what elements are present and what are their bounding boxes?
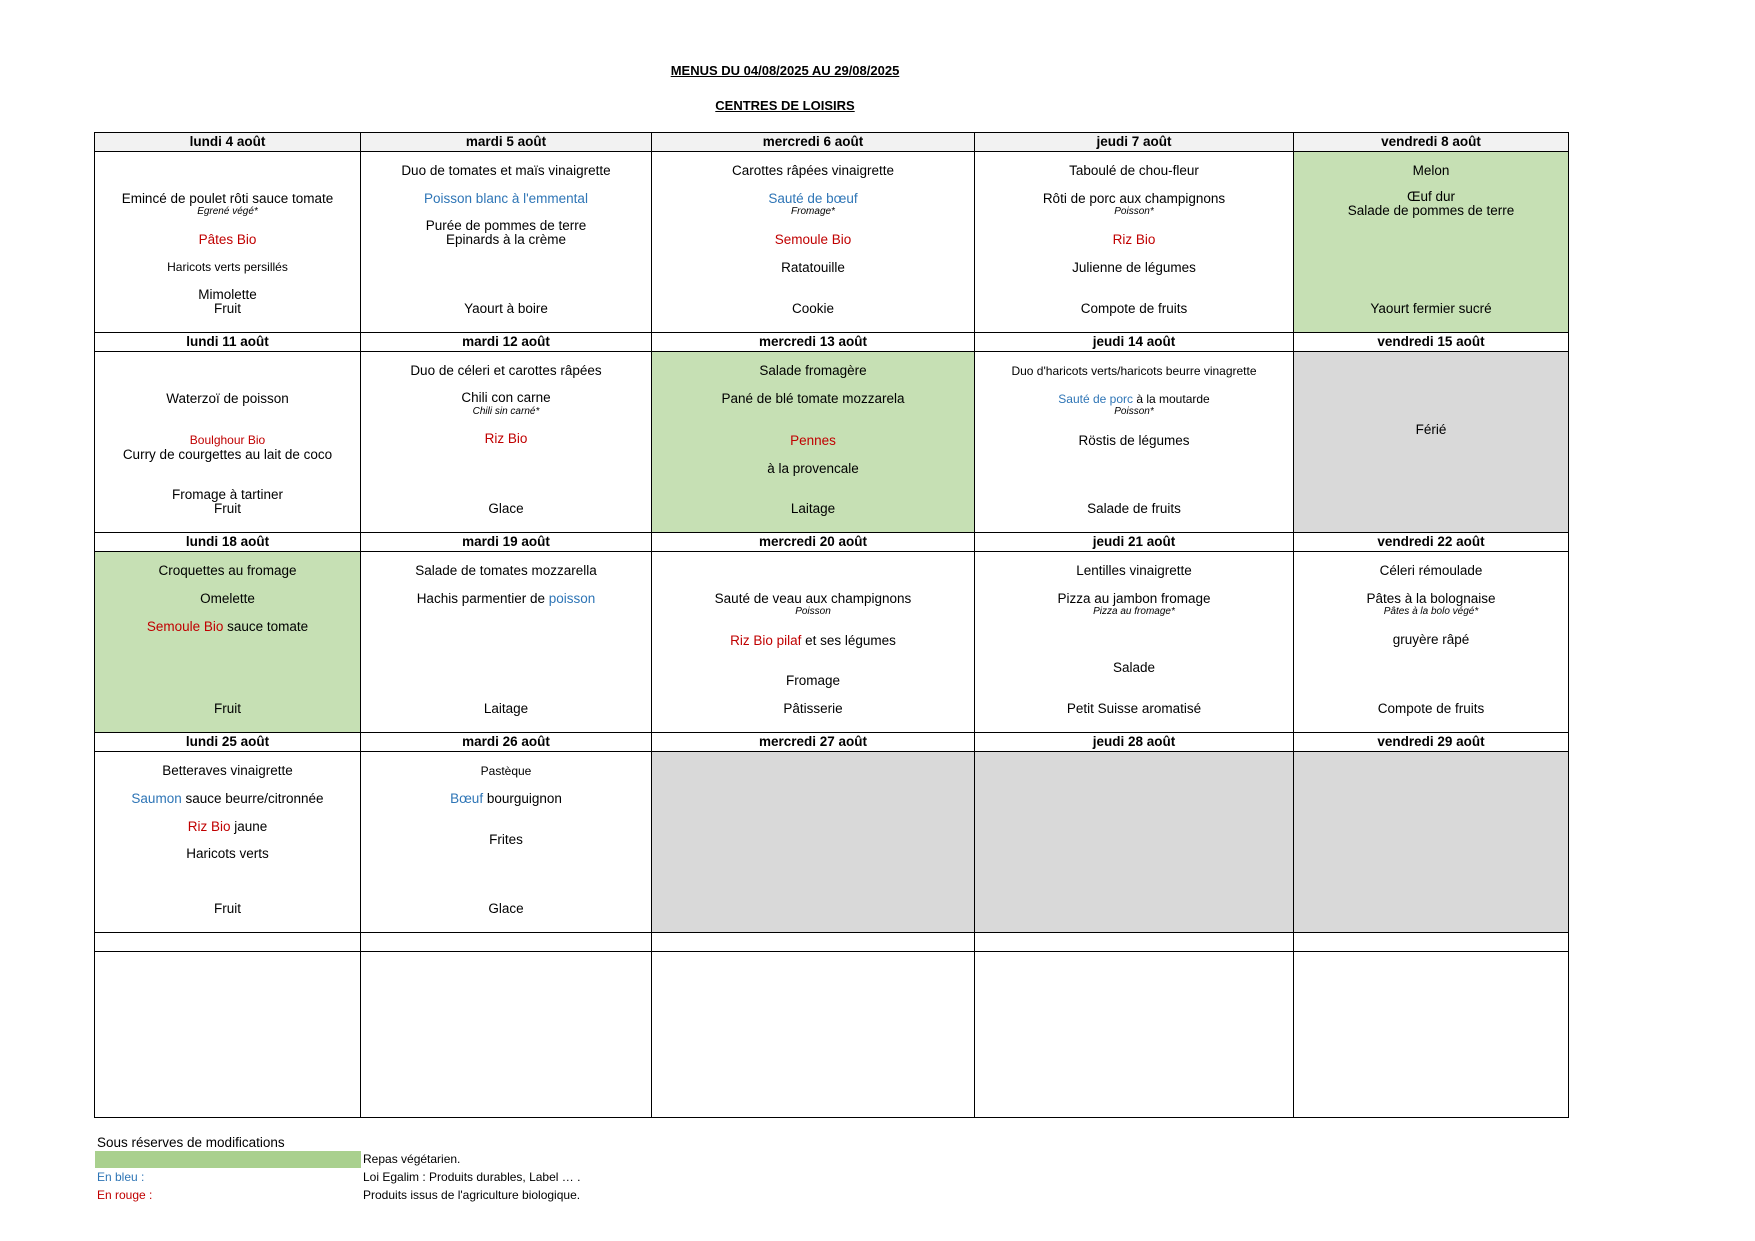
menu-item: Boulghour Bio — [189, 433, 266, 447]
menu-item: Chili con carne — [461, 390, 551, 405]
menu-item: Pâtes Bio — [198, 232, 257, 247]
empty-cell — [95, 952, 361, 1118]
menu-item: Compote de fruits — [1080, 301, 1188, 316]
page-subtitle: CENTRES DE LOISIRS — [715, 98, 855, 113]
day-header: mercredi 6 août — [652, 133, 975, 152]
legend-red-text: Produits issus de l'agriculture biologique. — [363, 1188, 581, 1202]
day-header: mardi 5 août — [361, 133, 652, 152]
menu-item-rest: à la moutarde — [1136, 392, 1210, 406]
menu-cell — [95, 752, 361, 933]
menu-item: Curry de courgettes au lait de coco — [122, 447, 333, 462]
menu-item — [361, 791, 651, 807]
menu-item: Mimolette — [198, 287, 257, 302]
empty-cell — [652, 933, 975, 952]
menu-cell-empty — [975, 752, 1294, 933]
empty-cell — [1294, 933, 1569, 952]
menu-item: Laitage — [483, 701, 529, 716]
day-header: mercredi 20 août — [652, 533, 975, 552]
menu-item: Pâtes à la bolognaise — [1366, 591, 1496, 606]
legend-blue-text: Loi Egalim : Produits durables, Label … . — [363, 1170, 581, 1184]
menu-item: Duo d'haricots verts/haricots beurre vinagrette — [1011, 364, 1257, 378]
menu-item — [361, 591, 651, 607]
empty-cell — [652, 952, 975, 1118]
day-header: mercredi 13 août — [652, 333, 975, 352]
menu-item-egalim: poisson — [548, 591, 596, 606]
day-header: lundi 11 août — [95, 333, 361, 352]
day-header: jeudi 28 août — [975, 733, 1294, 752]
menu-cell — [1294, 552, 1569, 733]
menu-cell-vegetarian — [1294, 152, 1569, 333]
menu-item: Julienne de légumes — [1072, 260, 1196, 275]
menu-cell-vegetarian — [652, 352, 975, 533]
day-header: mardi 26 août — [361, 733, 652, 752]
menu-cell — [975, 552, 1294, 733]
menu-cell-empty — [1294, 752, 1569, 933]
menu-item-rest: jaune — [234, 819, 268, 834]
menu-item: Cookie — [791, 301, 835, 316]
menu-item-rest: sauce beurre/citronnée — [185, 791, 324, 806]
menu-item: Salade de fruits — [1087, 501, 1181, 516]
menu-item: Petit Suisse aromatisé — [1066, 701, 1202, 716]
legend-blue-label: En bleu : — [97, 1170, 145, 1184]
menu-item-alt: Fromage* — [791, 206, 835, 217]
menu-item: Yaourt à boire — [464, 301, 548, 316]
menu-cell — [95, 152, 361, 333]
vegetarian-swatch — [95, 1151, 361, 1168]
menu-cell — [975, 152, 1294, 333]
menu-item-egalim: Sauté de porc — [1058, 392, 1133, 406]
menu-item: Croquettes au fromage — [158, 563, 297, 578]
day-header: vendredi 15 août — [1294, 333, 1569, 352]
menu-item-rest: bourguignon — [486, 791, 562, 806]
menu-cell-vegetarian — [95, 552, 361, 733]
holiday-label: Férié — [1415, 422, 1447, 437]
menu-item-alt: Poisson — [795, 606, 831, 617]
menu-cell — [361, 152, 652, 333]
menu-item: Lentilles vinaigrette — [1076, 563, 1192, 578]
menu-cell — [652, 552, 975, 733]
menu-cell — [361, 352, 652, 533]
menu-cell — [361, 552, 652, 733]
menu-item: Frites — [489, 832, 523, 847]
menu-item: Duo de céleri et carottes râpées — [410, 363, 602, 378]
menu-item: Salade de pommes de terre — [1347, 203, 1515, 218]
menu-item: Carottes râpées vinaigrette — [731, 163, 895, 178]
menu-item: Betteraves vinaigrette — [162, 763, 293, 778]
menu-item: Röstis de légumes — [1078, 433, 1190, 448]
empty-cell — [1294, 952, 1569, 1118]
day-header: mercredi 27 août — [652, 733, 975, 752]
menu-item: Sauté de veau aux champignons — [714, 591, 912, 606]
menu-item: Pâtisserie — [783, 701, 843, 716]
menu-item: Omelette — [200, 591, 255, 606]
menu-item — [975, 391, 1293, 407]
menu-item-alt: Pizza au fromage* — [1093, 606, 1175, 617]
menu-item: Salade — [1112, 660, 1156, 675]
menu-item-rest: sauce tomate — [227, 619, 309, 634]
menu-item — [652, 633, 974, 649]
menu-item: Glace — [488, 501, 524, 516]
menu-cell-holiday — [1294, 352, 1569, 533]
menu-item: Purée de pommes de terre — [425, 218, 587, 233]
empty-cell — [361, 952, 652, 1118]
menu-item: Salade de tomates mozzarella — [415, 563, 597, 578]
day-header: vendredi 22 août — [1294, 533, 1569, 552]
menu-item: Yaourt fermier sucré — [1370, 301, 1492, 316]
menu-item-alt: Poisson* — [1114, 406, 1154, 417]
menu-item-egalim: Saumon — [131, 791, 182, 806]
menu-item: Pané de blé tomate mozzarela — [721, 391, 905, 406]
menu-item-rest: Hachis parmentier de — [416, 591, 545, 606]
day-header: lundi 18 août — [95, 533, 361, 552]
menu-item-alt: Poisson* — [1114, 206, 1154, 217]
menu-item: Œuf dur — [1406, 189, 1456, 204]
menu-item: Waterzoï de poisson — [166, 391, 289, 406]
menu-item: Compote de fruits — [1377, 701, 1485, 716]
menu-item: Emincé de poulet rôti sauce tomate — [121, 191, 334, 206]
menu-item: Haricots verts persillés — [167, 260, 288, 274]
menu-table — [94, 132, 1569, 1118]
menu-item: Céleri rémoulade — [1379, 563, 1483, 578]
menu-item: Poisson blanc à l'emmental — [424, 191, 588, 206]
menu-cell — [95, 352, 361, 533]
menu-item: Fromage à tartiner — [171, 487, 284, 502]
day-header: jeudi 21 août — [975, 533, 1294, 552]
menu-item — [95, 619, 360, 635]
menu-item-bio: Riz Bio — [187, 819, 231, 834]
page-title: MENUS DU 04/08/2025 AU 29/08/2025 — [670, 63, 900, 78]
menu-item: Fruit — [214, 701, 241, 716]
menu-item: Melon — [1412, 163, 1450, 178]
menu-item: Duo de tomates et maïs vinaigrette — [401, 163, 611, 178]
empty-cell — [361, 933, 652, 952]
menu-item: Glace — [488, 901, 524, 916]
menu-item: Haricots verts — [186, 846, 269, 861]
legend-note: Sous réserves de modifications — [97, 1135, 285, 1150]
menu-item-egalim: Bœuf — [450, 791, 484, 806]
legend-vegetarian: Repas végétarien. — [363, 1152, 461, 1166]
day-header: vendredi 8 août — [1294, 133, 1569, 152]
menu-cell-empty — [652, 752, 975, 933]
menu-item: Fruit — [214, 501, 241, 516]
menu-item: Riz Bio — [1112, 232, 1156, 247]
day-header: lundi 25 août — [95, 733, 361, 752]
day-header: lundi 4 août — [95, 133, 361, 152]
empty-cell — [975, 933, 1294, 952]
menu-item — [95, 791, 360, 807]
menu-cell — [361, 752, 652, 933]
menu-item: Semoule Bio — [774, 232, 852, 247]
menu-item-alt: Pâtes à la bolo végé* — [1383, 606, 1479, 617]
day-header: vendredi 29 août — [1294, 733, 1569, 752]
menu-item: à la provencale — [767, 461, 859, 476]
menu-item: Salade fromagère — [759, 363, 867, 378]
day-header: jeudi 7 août — [975, 133, 1294, 152]
menu-item-bio: Riz Bio pilaf — [730, 633, 802, 648]
menu-item-rest: et ses légumes — [805, 633, 896, 648]
menu-item: Rôti de porc aux champignons — [1042, 191, 1226, 206]
menu-cell — [652, 152, 975, 333]
menu-item-alt: Chili sin carné* — [472, 406, 540, 417]
menu-item: Pizza au jambon fromage — [1057, 591, 1211, 606]
menu-item: Fromage — [785, 673, 841, 688]
menu-item-alt: Egrené végé* — [197, 206, 258, 217]
menu-item: Fruit — [214, 301, 241, 316]
day-header: mardi 12 août — [361, 333, 652, 352]
legend-red-label: En rouge : — [97, 1188, 153, 1202]
day-header: jeudi 14 août — [975, 333, 1294, 352]
menu-item: Ratatouille — [781, 260, 845, 275]
menu-item: Epinards à la crème — [445, 232, 567, 247]
menu-item: Fruit — [214, 901, 241, 916]
menu-item-bio: Semoule Bio — [146, 619, 224, 634]
menu-item: Laitage — [790, 501, 836, 516]
empty-cell — [975, 952, 1294, 1118]
menu-cell — [975, 352, 1294, 533]
menu-item: Pennes — [790, 433, 836, 448]
menu-item: Pastèque — [480, 764, 532, 778]
day-header: mardi 19 août — [361, 533, 652, 552]
menu-item — [95, 819, 360, 835]
menu-item: gruyère râpé — [1392, 632, 1470, 647]
menu-item: Riz Bio — [484, 431, 528, 446]
empty-cell — [95, 933, 361, 952]
menu-item: Taboulé de chou-fleur — [1069, 163, 1199, 178]
menu-item: Sauté de bœuf — [768, 191, 858, 206]
